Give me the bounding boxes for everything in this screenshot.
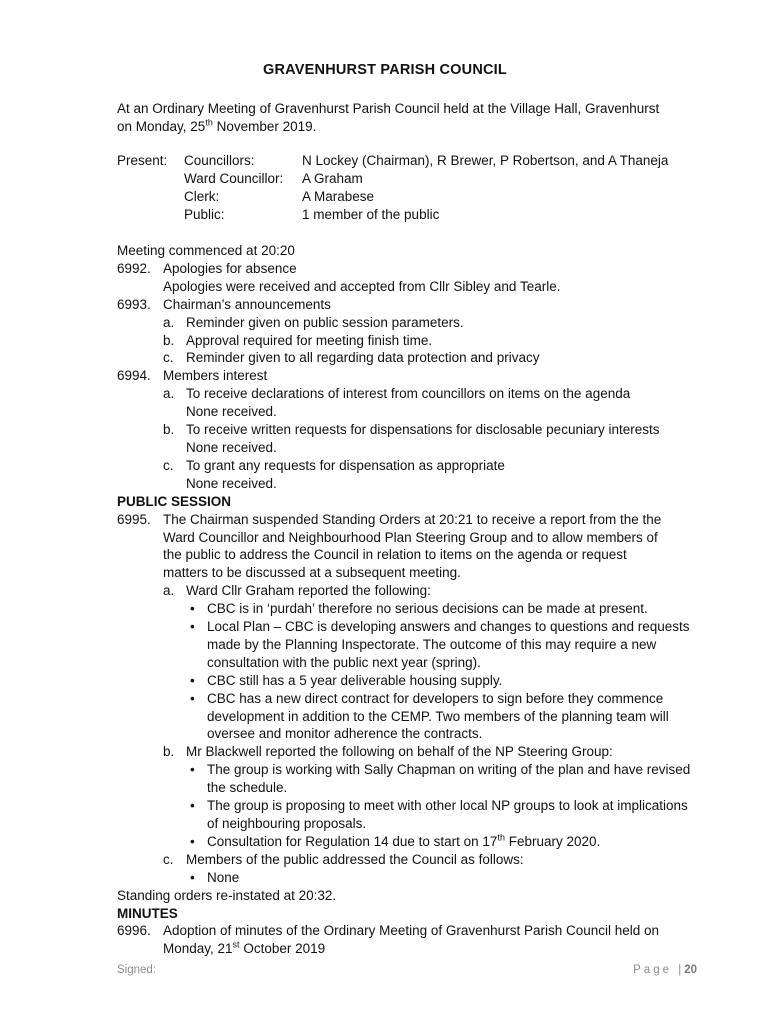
bullet-item: • None	[190, 869, 240, 885]
sub-item: c. Reminder given to all regarding data protection and privacy	[163, 350, 540, 366]
minutes-body	[117, 242, 697, 958]
standing-orders-reinstated: Standing orders re-instated at 20:32.	[117, 887, 337, 903]
item-title: Apologies for absence	[163, 260, 297, 276]
sub-item: b. Mr Blackwell reported the following on behalf of the NP Steering Group:	[163, 744, 613, 760]
attendance-role: Public:	[184, 207, 225, 222]
bullet-icon: •	[190, 619, 195, 635]
bullet-icon: •	[190, 601, 195, 617]
page-indicator	[633, 964, 697, 976]
sub-item: a. To receive declarations of interest from councillors on items on the agenda	[163, 386, 631, 402]
item-number: 6994.	[117, 368, 151, 384]
sub-item: a. Reminder given on public session parameters.	[163, 314, 464, 330]
minutes-heading: MINUTES	[117, 905, 178, 921]
item-text: Monday, 21st October 2019	[163, 939, 326, 957]
item-number: 6993.	[117, 296, 151, 312]
attendance-role: Clerk:	[184, 189, 220, 204]
public-session-heading: PUBLIC SESSION	[117, 493, 232, 509]
bullet-item: • CBC still has a 5 year deliverable housing supply.	[190, 672, 503, 688]
item-title: Chairman’s announcements	[163, 296, 331, 312]
item-text: Ward Councillor and Neighbourhood Plan Steering Group and to allow members of	[163, 529, 658, 545]
item-text: The Chairman suspended Standing Orders at 20:21 to receive a report from the the	[163, 511, 662, 527]
sub-item-note: None received.	[186, 404, 277, 420]
sub-item: c. Members of the public addressed the Council as follows:	[163, 851, 524, 867]
signed-label: Signed:	[117, 964, 157, 976]
item-text: Adoption of minutes of the Ordinary Meeting of Gravenhurst Parish Council held on	[163, 923, 660, 939]
bullet-item: • The group is proposing to meet with other local NP groups to look at implications of neighbouring proposals.	[190, 798, 688, 831]
item-text: matters to be discussed at a subsequent meeting.	[163, 565, 461, 581]
agenda-item-6993	[117, 296, 697, 314]
document-title: GRAVENHURST PARISH COUNCIL	[263, 62, 507, 78]
intro-line-2: on Monday, 25th November 2019.	[117, 117, 317, 134]
present-label: Present:	[117, 153, 168, 168]
item-number: 6996.	[117, 923, 151, 939]
item-number: 6992.	[117, 260, 151, 276]
sub-item: b. Approval required for meeting finish time.	[163, 332, 433, 348]
sub-item-note: None received.	[186, 475, 277, 491]
bullet-icon: •	[190, 672, 195, 688]
page-separator: |	[678, 964, 685, 976]
item-text: Apologies were received and accepted from Cllr Sibley and Tearle.	[163, 278, 561, 294]
bullet-icon: •	[190, 798, 195, 814]
item-title: Members interest	[163, 368, 268, 384]
page-label: Page	[633, 964, 672, 976]
meeting-commenced: Meeting commenced at 20:20	[117, 243, 295, 258]
attendance-names: A Graham	[302, 171, 363, 186]
sub-item: b. To receive written requests for dispensations for disclosable pecuniary interests	[163, 422, 660, 438]
intro-line-1: At an Ordinary Meeting of Gravenhurst Parish Council held at the Village Hall, Gravenhurst	[117, 101, 660, 116]
sub-item-note: None received.	[186, 439, 277, 455]
bullet-item: • CBC has a new direct contract for developers to sign before they commence development in addition to the CEMP. Two members of the planning team will oversee and monitor adherence the contracts.	[190, 690, 669, 742]
bullet-item: • CBC is in ‘purdah’ therefore no serious decisions can be made at present.	[190, 601, 648, 617]
agenda-item-6995	[117, 511, 697, 529]
agenda-item-6994	[117, 367, 697, 385]
attendance-names: 1 member of the public	[302, 207, 440, 222]
agenda-item-6992	[117, 260, 697, 278]
bullet-icon: •	[190, 833, 195, 849]
sub-item: c. To grant any requests for dispensation as appropriate	[163, 457, 505, 473]
attendance-names: A Marabese	[302, 189, 375, 204]
page-number: 20	[684, 964, 697, 976]
bullet-icon: •	[190, 690, 195, 706]
sub-item: a. Ward Cllr Graham reported the following:	[163, 583, 431, 599]
bullet-item: • Consultation for Regulation 14 due to start on 17th February 2020.	[190, 832, 601, 849]
bullet-item: • The group is working with Sally Chapman on writing of the plan and have revised the schedule.	[190, 762, 691, 796]
attendance-names: N Lockey (Chairman), R Brewer, P Robertson, and A Thaneja	[302, 153, 669, 168]
attendance-role: Councillors:	[184, 153, 255, 168]
intro-paragraph	[117, 100, 717, 136]
item-text: the public to address the Council in relation to items on the agenda or request	[163, 547, 627, 563]
item-number: 6995.	[117, 511, 151, 527]
bullet-icon: •	[190, 762, 195, 778]
attendance-role: Ward Councillor:	[184, 171, 284, 186]
agenda-item-6996	[117, 922, 697, 940]
bullet-item: • Local Plan – CBC is developing answers and changes to questions and requests made by the Planning Inspectorate. The outcome of this may require a new consultation with the public next year (spring).	[190, 619, 690, 670]
bullet-icon: •	[190, 869, 195, 885]
